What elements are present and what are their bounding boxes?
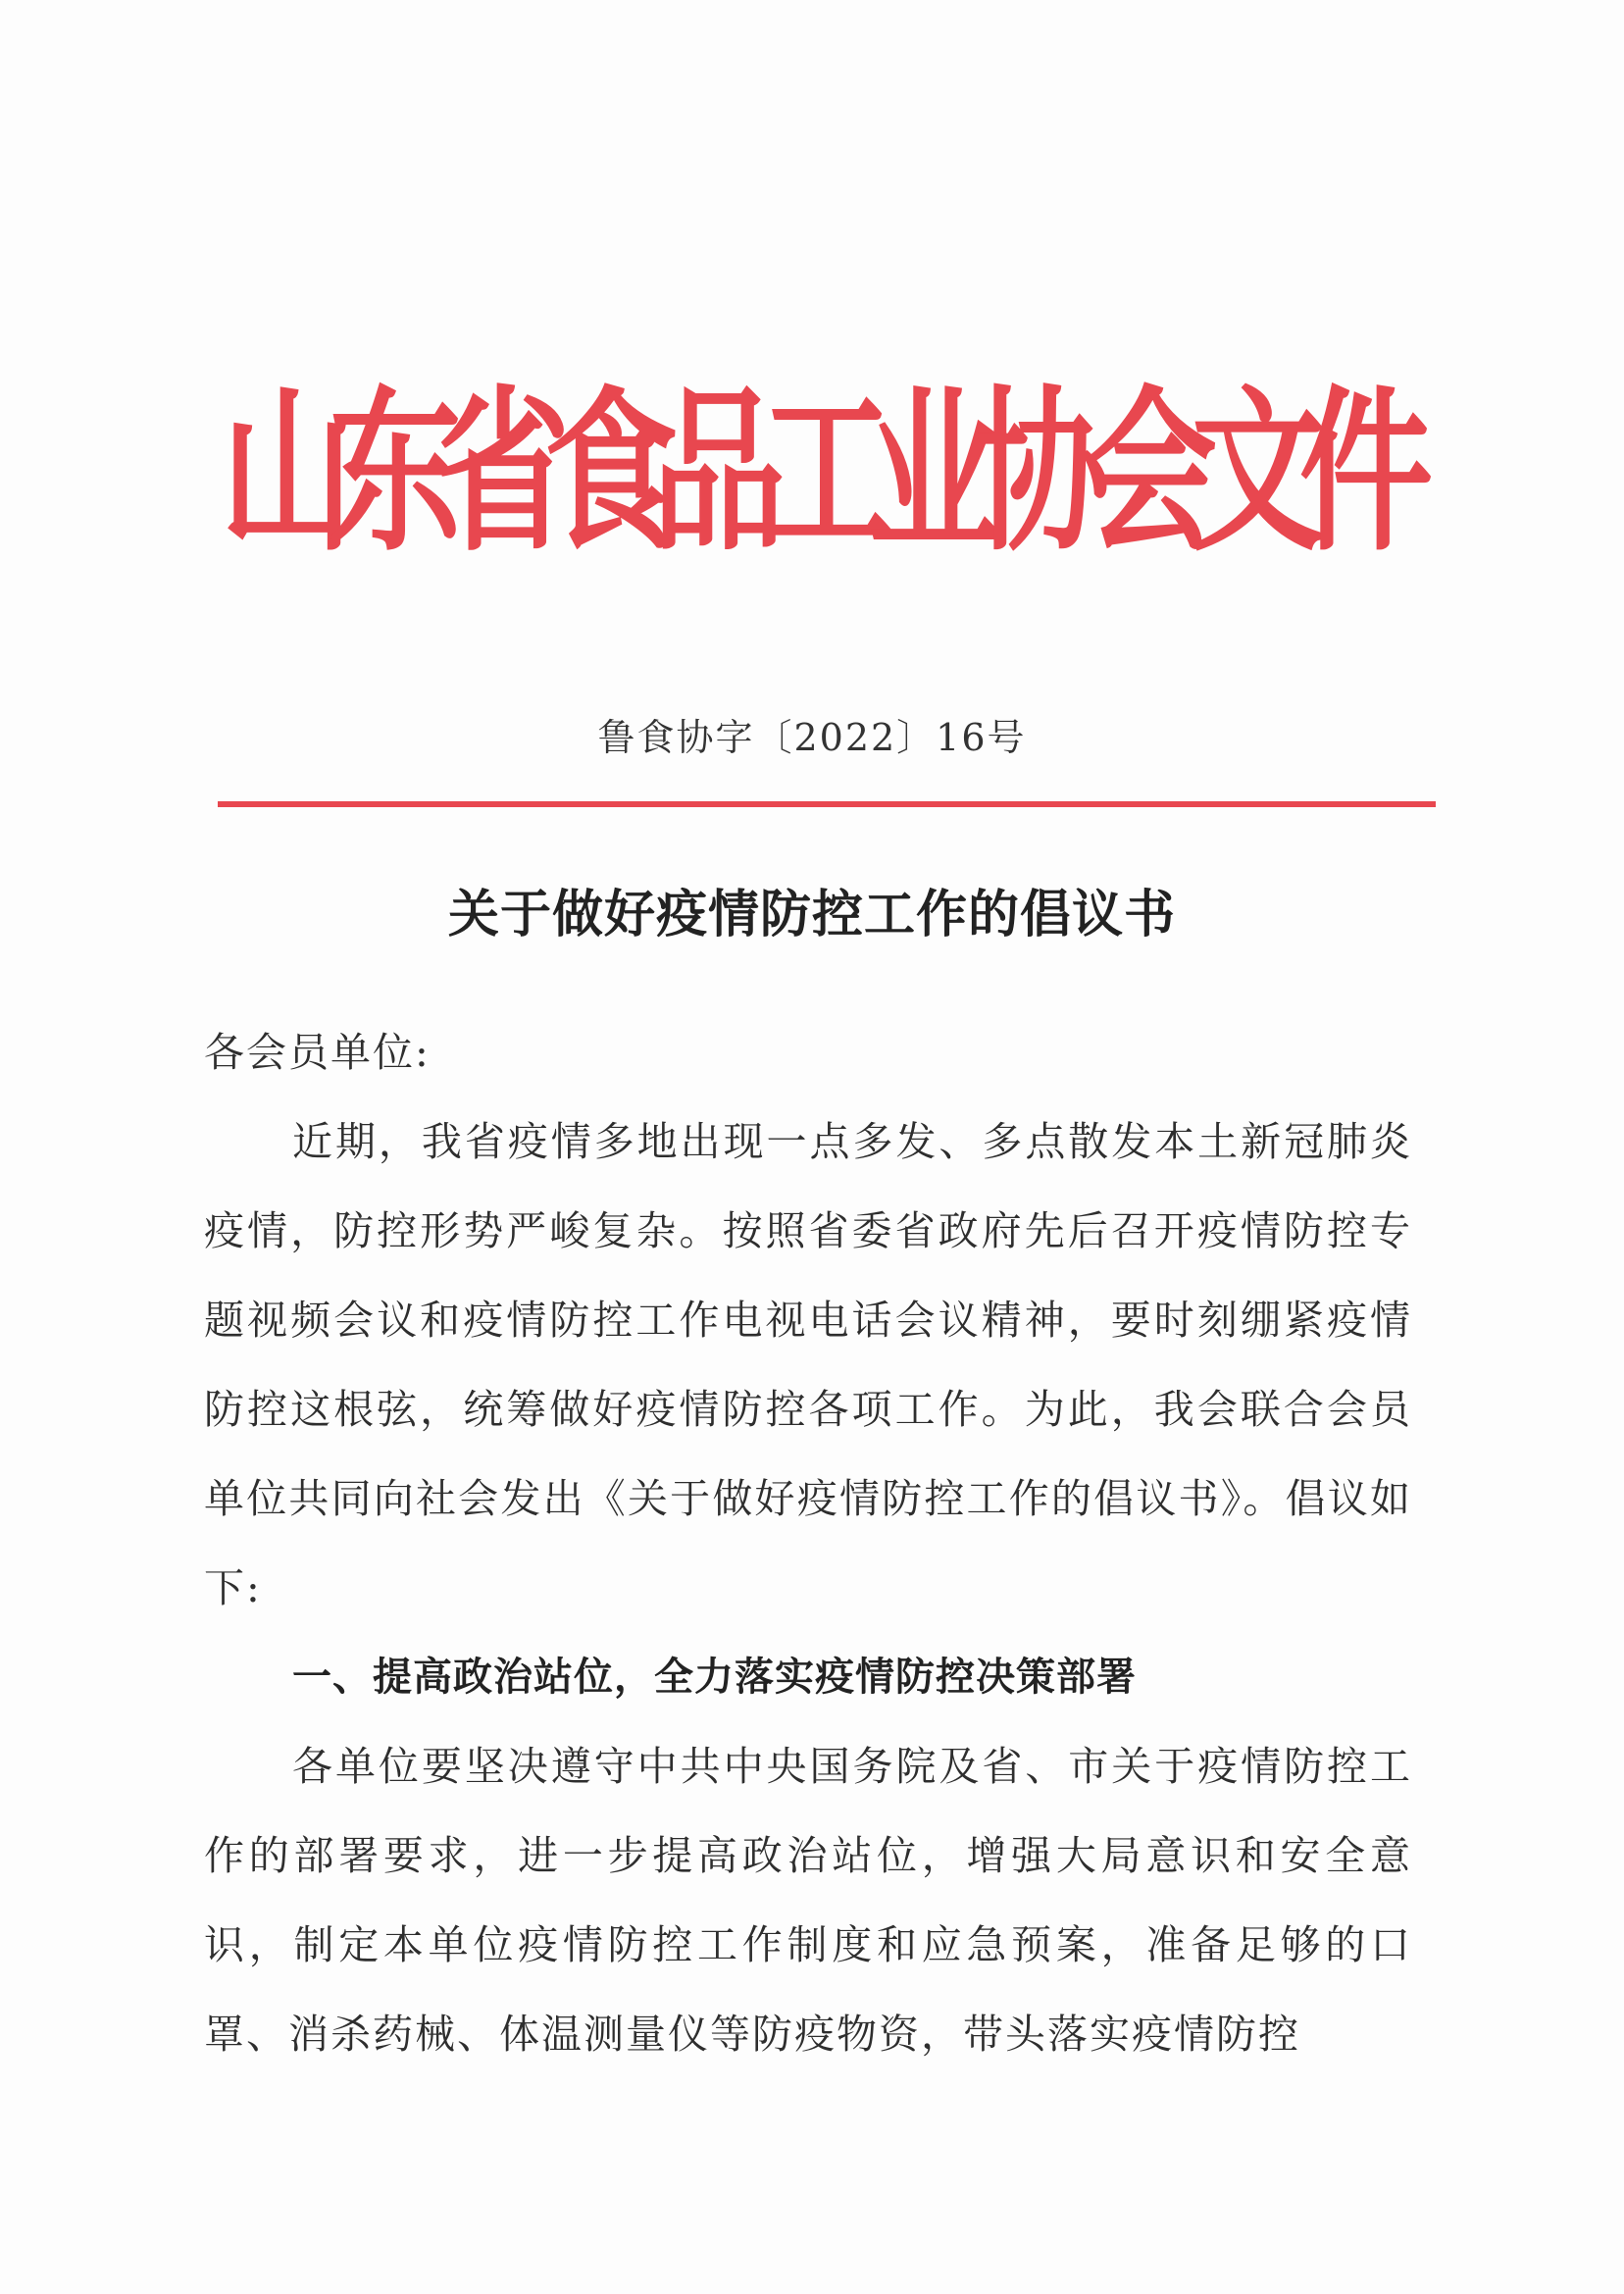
section-paragraph: 各单位要坚决遵守中共中央国务院及省、市关于疫情防控工作的部署要求，进一步提高政治站位，增强大局意识和安全意识，制定本单位疫情防控工作制度和应急预案，准备足够的口罩、消杀药械、体温测量仪等防疫物资，带头落实疫情防控 bbox=[204, 1743, 1412, 2058]
document-body bbox=[204, 1008, 1412, 2079]
document-number: 鲁食协字〔2022〕16号 bbox=[597, 716, 1027, 759]
red-divider bbox=[218, 801, 1436, 807]
section-heading: 一、提高政治站位，全力落实疫情防控决策部署 bbox=[292, 1655, 1137, 1700]
salutation: 各会员单位: bbox=[204, 1029, 431, 1076]
intro-paragraph: 近期，我省疫情多地出现一点多发、多点散发本土新冠肺炎疫情，防控形势严峻复杂。按照省委省政府先后召开疫情防控专题视频会议和疫情防控工作电视电话会议精神，要时刻绷紧疫情防控这根弦，统筹做好疫情防控各项工作。为此，我会联合会员单位共同向社会发出《关于做好疫情防控工作的倡议书》。倡议如下: bbox=[204, 1118, 1412, 1611]
masthead-title: 山东省食品工业协会文件 bbox=[221, 371, 1407, 577]
document-title: 关于做好疫情防控工作的倡议书 bbox=[447, 886, 1176, 944]
